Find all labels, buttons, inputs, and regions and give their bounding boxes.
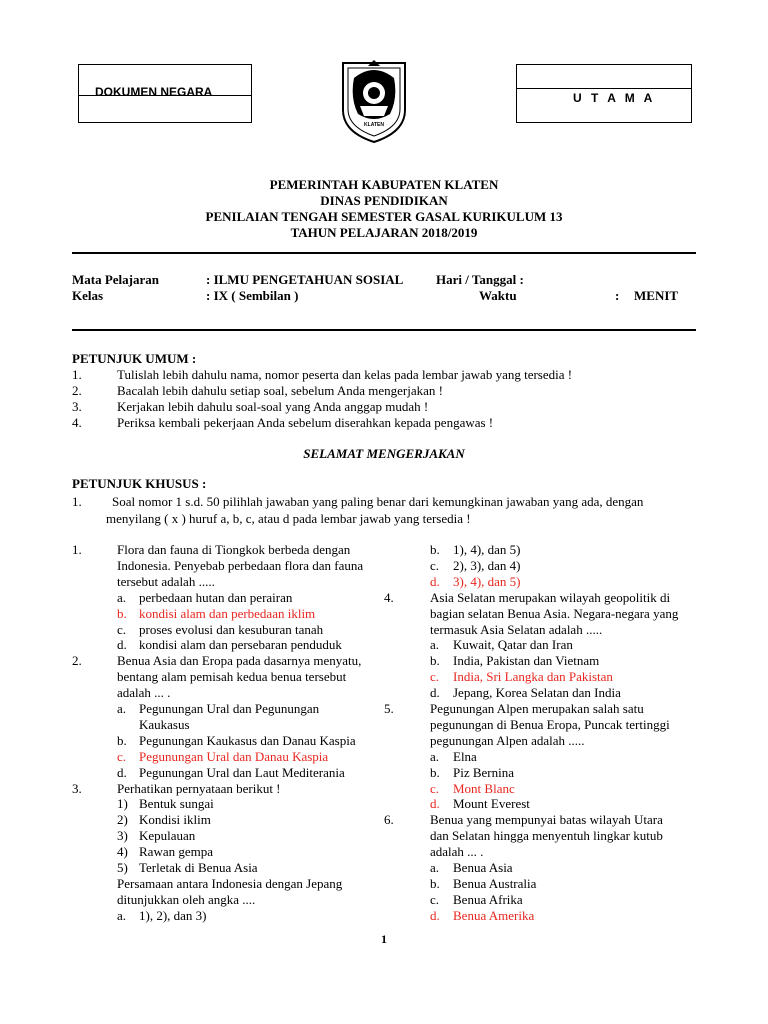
option-text: kondisi alam dan persebaran penduduk [139,637,342,653]
time-value: MENIT [634,288,679,303]
dokumen-negara-label: DOKUMEN NEGARA [95,85,213,99]
option-text: Benua Afrika [453,891,523,907]
question-text: termasuk Asia Selatan adalah ..... [430,621,603,637]
option-text: India, Sri Langka dan Pakistan [453,669,613,685]
option-letter: d. [117,637,127,653]
option-letter: b. [117,732,127,748]
option-letter: a. [430,860,440,875]
question-number: 6. [384,812,394,828]
utama-divider [517,88,691,89]
option-letter: b. [430,542,440,557]
option-text: Kondisi iklim [139,812,211,828]
option-text: Rawan gempa [139,844,214,860]
option-letter: d. [430,573,440,589]
option-text: Kepulauan [139,828,196,844]
question-text: bentang alam pemisah kedua benua tersebut [117,669,347,685]
utama-box [516,64,692,123]
option-letter: a. [117,701,127,716]
option-text: Pegunungan Ural dan Danau Kaspia [139,748,329,764]
question-text: Asia Selatan merupakan wilayah geopolitik di [430,589,671,605]
option-letter: 1) [117,796,128,812]
option-text: 1), 2), dan 3) [139,907,207,923]
option-letter: 5) [117,860,128,875]
question-text: pegunungan di Benua Eropa, Puncak tertinggi [430,716,670,732]
header-line-3: PENILAIAN TENGAH SEMESTER GASAL KURIKULUM 13 [205,209,563,224]
option-text: 2), 3), dan 4) [453,557,521,573]
question-text: Perhatikan pernyataan berikut ! [117,780,281,796]
klaten-emblem-logo [338,58,410,146]
option-letter: a. [117,907,127,923]
option-letter: d. [430,685,440,701]
question-number: 5. [384,701,394,716]
time-colon: : [615,288,620,303]
dokumen-negara-box [78,64,252,123]
option-letter: c. [430,557,440,573]
header-line-4: TAHUN PELAJARAN 2018/2019 [290,225,478,240]
option-text: Mont Blanc [453,780,515,796]
option-text: Kaukasus [139,716,190,732]
option-letter: d. [117,764,127,780]
question-text: Flora dan fauna di Tiongkok berbeda dengan [117,542,351,557]
option-letter: d. [430,907,440,923]
option-letter: 2) [117,812,128,828]
option-letter: a. [430,748,440,764]
option-text: India, Pakistan dan Vietnam [453,653,600,669]
question-number: 4. [384,589,394,605]
option-text: 3), 4), dan 5) [453,573,521,589]
general-item-num: 3. [72,399,82,414]
question-text: Benua yang mempunyai batas wilayah Utara [430,812,663,828]
question-text: ditunjukkan oleh angka .... [117,891,256,907]
option-text: Kuwait, Qatar dan Iran [453,637,573,653]
question-number: 3. [72,780,82,796]
header-rule-top [72,252,696,254]
option-letter: b. [117,605,127,621]
general-item-text: Kerjakan lebih dahulu soal-soal yang Anda anggap mudah ! [117,399,429,414]
subject-label: Mata Pelajaran [72,272,160,287]
class-value: : IX ( Sembilan ) [206,288,299,303]
general-instructions-title: PETUNJUK UMUM : [72,351,197,366]
option-text: 1), 4), dan 5) [453,542,521,557]
question-text: Persamaan antara Indonesia dengan Jepang [117,875,343,891]
general-item-num: 4. [72,415,82,430]
option-text: Pegunungan Kaukasus dan Danau Kaspia [139,732,356,748]
day-date-label: Hari / Tanggal : [436,272,524,287]
option-text: Jepang, Korea Selatan dan India [453,685,621,701]
question-text: tersebut adalah ..... [117,573,215,589]
question-text: dan Selatan hingga menyentuh lingkar kutub [430,828,663,844]
special-item-num: 1. [72,494,82,509]
subject-value: : ILMU PENGETAHUAN SOSIAL [206,272,404,287]
special-item-line-2: menyilang ( x ) huruf a, b, c, atau d pada lembar jawab yang tersedia ! [106,511,471,526]
option-text: Piz Bernina [453,764,515,780]
question-number: 2. [72,653,82,669]
header-line-1: PEMERINTAH KABUPATEN KLATEN [269,177,499,192]
info-rule-bottom [72,329,696,331]
general-item-num: 2. [72,383,82,398]
option-text: Pegunungan Ural dan Pegunungan [139,701,320,716]
option-text: proses evolusi dan kesuburan tanah [139,621,324,637]
option-letter: b. [430,764,440,780]
option-text: Mount Everest [453,796,530,812]
option-letter: a. [117,589,127,605]
option-letter: 3) [117,828,128,844]
option-letter: b. [430,653,440,669]
option-text: perbedaan hutan dan perairan [139,589,293,605]
option-letter: a. [430,637,440,653]
option-letter: d. [430,796,440,812]
option-text: Pegunungan Ural dan Laut Mediterania [139,764,345,780]
general-item-text: Bacalah lebih dahulu setiap soal, sebelum Anda mengerjakan ! [117,383,443,398]
question-text: pegunungan Alpen adalah ..... [430,732,585,748]
utama-label: U T A M A [573,91,656,105]
option-text: Bentuk sungai [139,796,214,812]
option-text: kondisi alam dan perbedaan iklim [139,605,316,621]
question-text: adalah ... . [430,844,484,860]
logo-text: KLATEN [364,122,384,128]
time-label: Waktu [479,288,517,303]
option-letter: c. [117,748,127,764]
option-letter: c. [430,669,440,685]
special-item-line-1: Soal nomor 1 s.d. 50 pilihlah jawaban yang paling benar dari kemungkinan jawaban yang ada, dengan [112,494,644,509]
option-text: Terletak di Benua Asia [139,860,258,875]
question-text: bagian selatan Benua Asia. Negara-negara yang [430,605,679,621]
general-item-text: Tulislah lebih dahulu nama, nomor peserta dan kelas pada lembar jawab yang tersedia ! [117,367,573,382]
general-item-text: Periksa kembali pekerjaan Anda sebelum diserahkan kepada pengawas ! [117,415,494,430]
option-letter: b. [430,875,440,891]
special-instructions-title: PETUNJUK KHUSUS : [72,476,207,491]
option-text: Elna [453,748,477,764]
question-text: Indonesia. Penyebab perbedaan flora dan fauna [117,557,364,573]
option-text: Benua Asia [453,860,513,875]
general-item-num: 1. [72,367,82,382]
option-letter: c. [430,780,440,796]
header-line-2: DINAS PENDIDIKAN [320,193,448,208]
greeting-text: SELAMAT MENGERJAKAN [303,446,465,461]
question-number: 1. [72,542,82,557]
class-label: Kelas [72,288,104,303]
option-letter: c. [430,891,440,907]
page-number: 1 [381,932,387,946]
option-letter: 4) [117,844,128,860]
question-text: Benua Asia dan Eropa pada dasarnya menyatu, [117,653,362,669]
option-text: Benua Amerika [453,907,535,923]
question-text: adalah ... . [117,685,171,701]
question-text: Pegunungan Alpen merupakan salah satu [430,701,644,716]
option-text: Benua Australia [453,875,537,891]
option-letter: c. [117,621,127,637]
